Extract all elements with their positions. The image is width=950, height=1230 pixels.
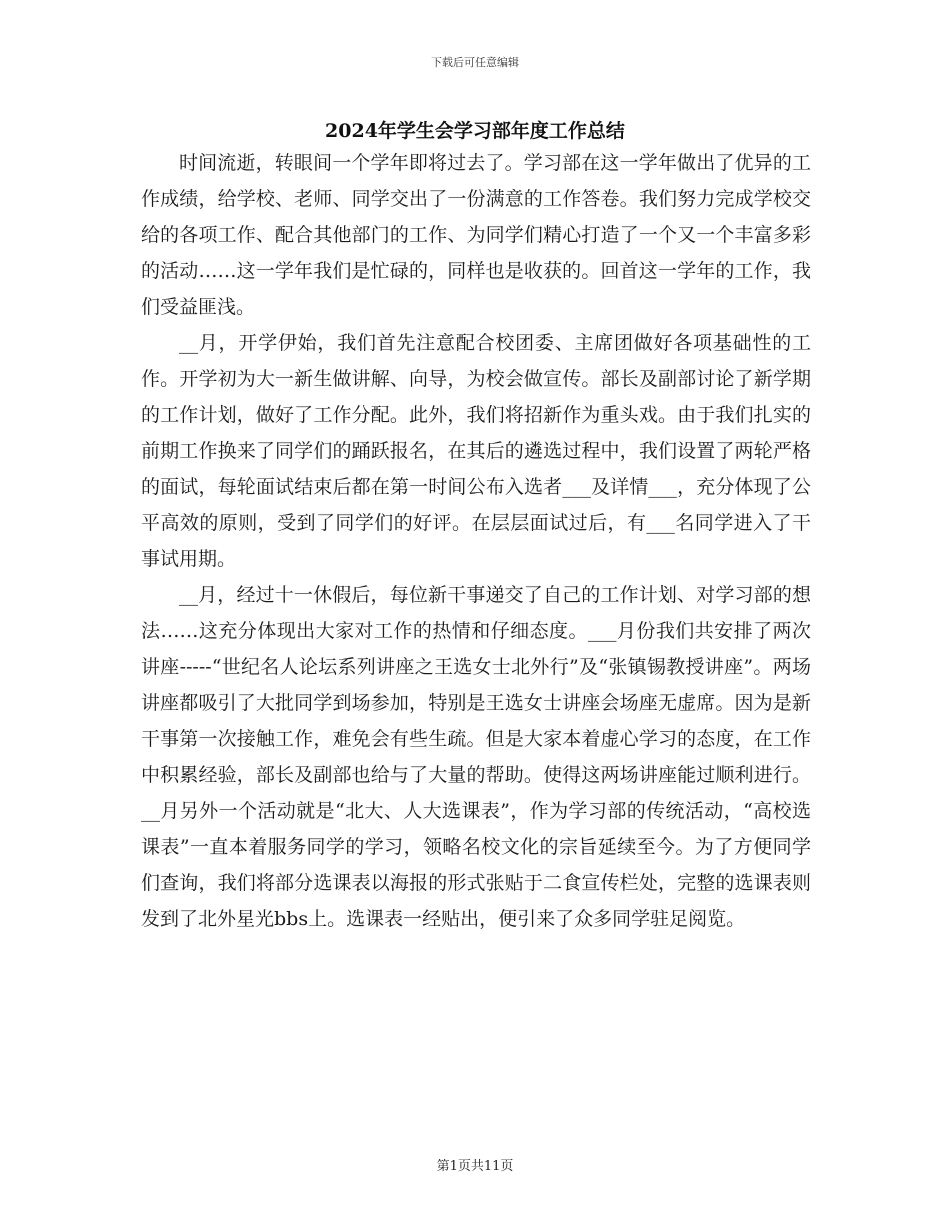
- paragraph-intro: 时间流逝，转眼间一个学年即将过去了。学习部在这一学年做出了优异的工作成绩，给学校、老师、同学交出了一份满意的工作答卷。我们努力完成学校交给的各项工作、配合其他部门的工作、为同学们精心打造了一个又一个丰富多彩的活动……这一学年我们是忙碌的，同样也是收获的。回首这一学年的工作，我们受益匪浅。: [141, 152, 811, 318]
- document-title: 2024年学生会学习部年度工作总结: [325, 120, 625, 142]
- paragraph-lectures: __月，经过十一休假后，每位新干事递交了自己的工作计划、对学习部的想法……这充分体现出大家对工作的热情和仔细态度。___月份我们共安排了两次讲座-----“世纪名人论坛系列讲座之王选女士北外行”及“张镇锡教授讲座”。两场讲座都吸引了大批同学到场参加，特别是王选女士讲座会场座无虚席。因为是新干事第一次接触工作，难免会有些生疏。但是大家本着虚心学习的态度，在工作中积累经验，部长及副部也给与了大量的帮助。使得这两场讲座能过顺利进行。__月另外一个活动就是“北大、人大选课表”，作为学习部的传统活动，“高校选课表”一直本着服务同学的学习，领略名校文化的宗旨延续至今。为了方便同学们查询，我们将部分选课表以海报的形式张贴于二食宣传栏处，完整的选课表则发到了北外星光bbs上。选课表一经贴出，便引来了众多同学驻足阅览。: [141, 584, 811, 930]
- document-body: [141, 145, 811, 937]
- page-header-note: 下载后可任意编辑: [431, 56, 519, 69]
- page-number: 第1页共11页: [436, 1159, 514, 1174]
- paragraph-semester-start: __月，开学伊始，我们首先注意配合校团委、主席团做好各项基础性的工作。开学初为大一新生做讲解、向导，为校会做宣传。部长及副部讨论了新学期的工作计划，做好了工作分配。此外，我们将招新作为重头戏。由于我们扎实的前期工作换来了同学们的踊跃报名，在其后的遴选过程中，我们设置了两轮严格的面试，每轮面试结束后都在第一时间公布入选者___及详情___，充分体现了公平高效的原则，受到了同学们的好评。在层层面试过后，有___名同学进入了干事试用期。: [141, 332, 811, 570]
